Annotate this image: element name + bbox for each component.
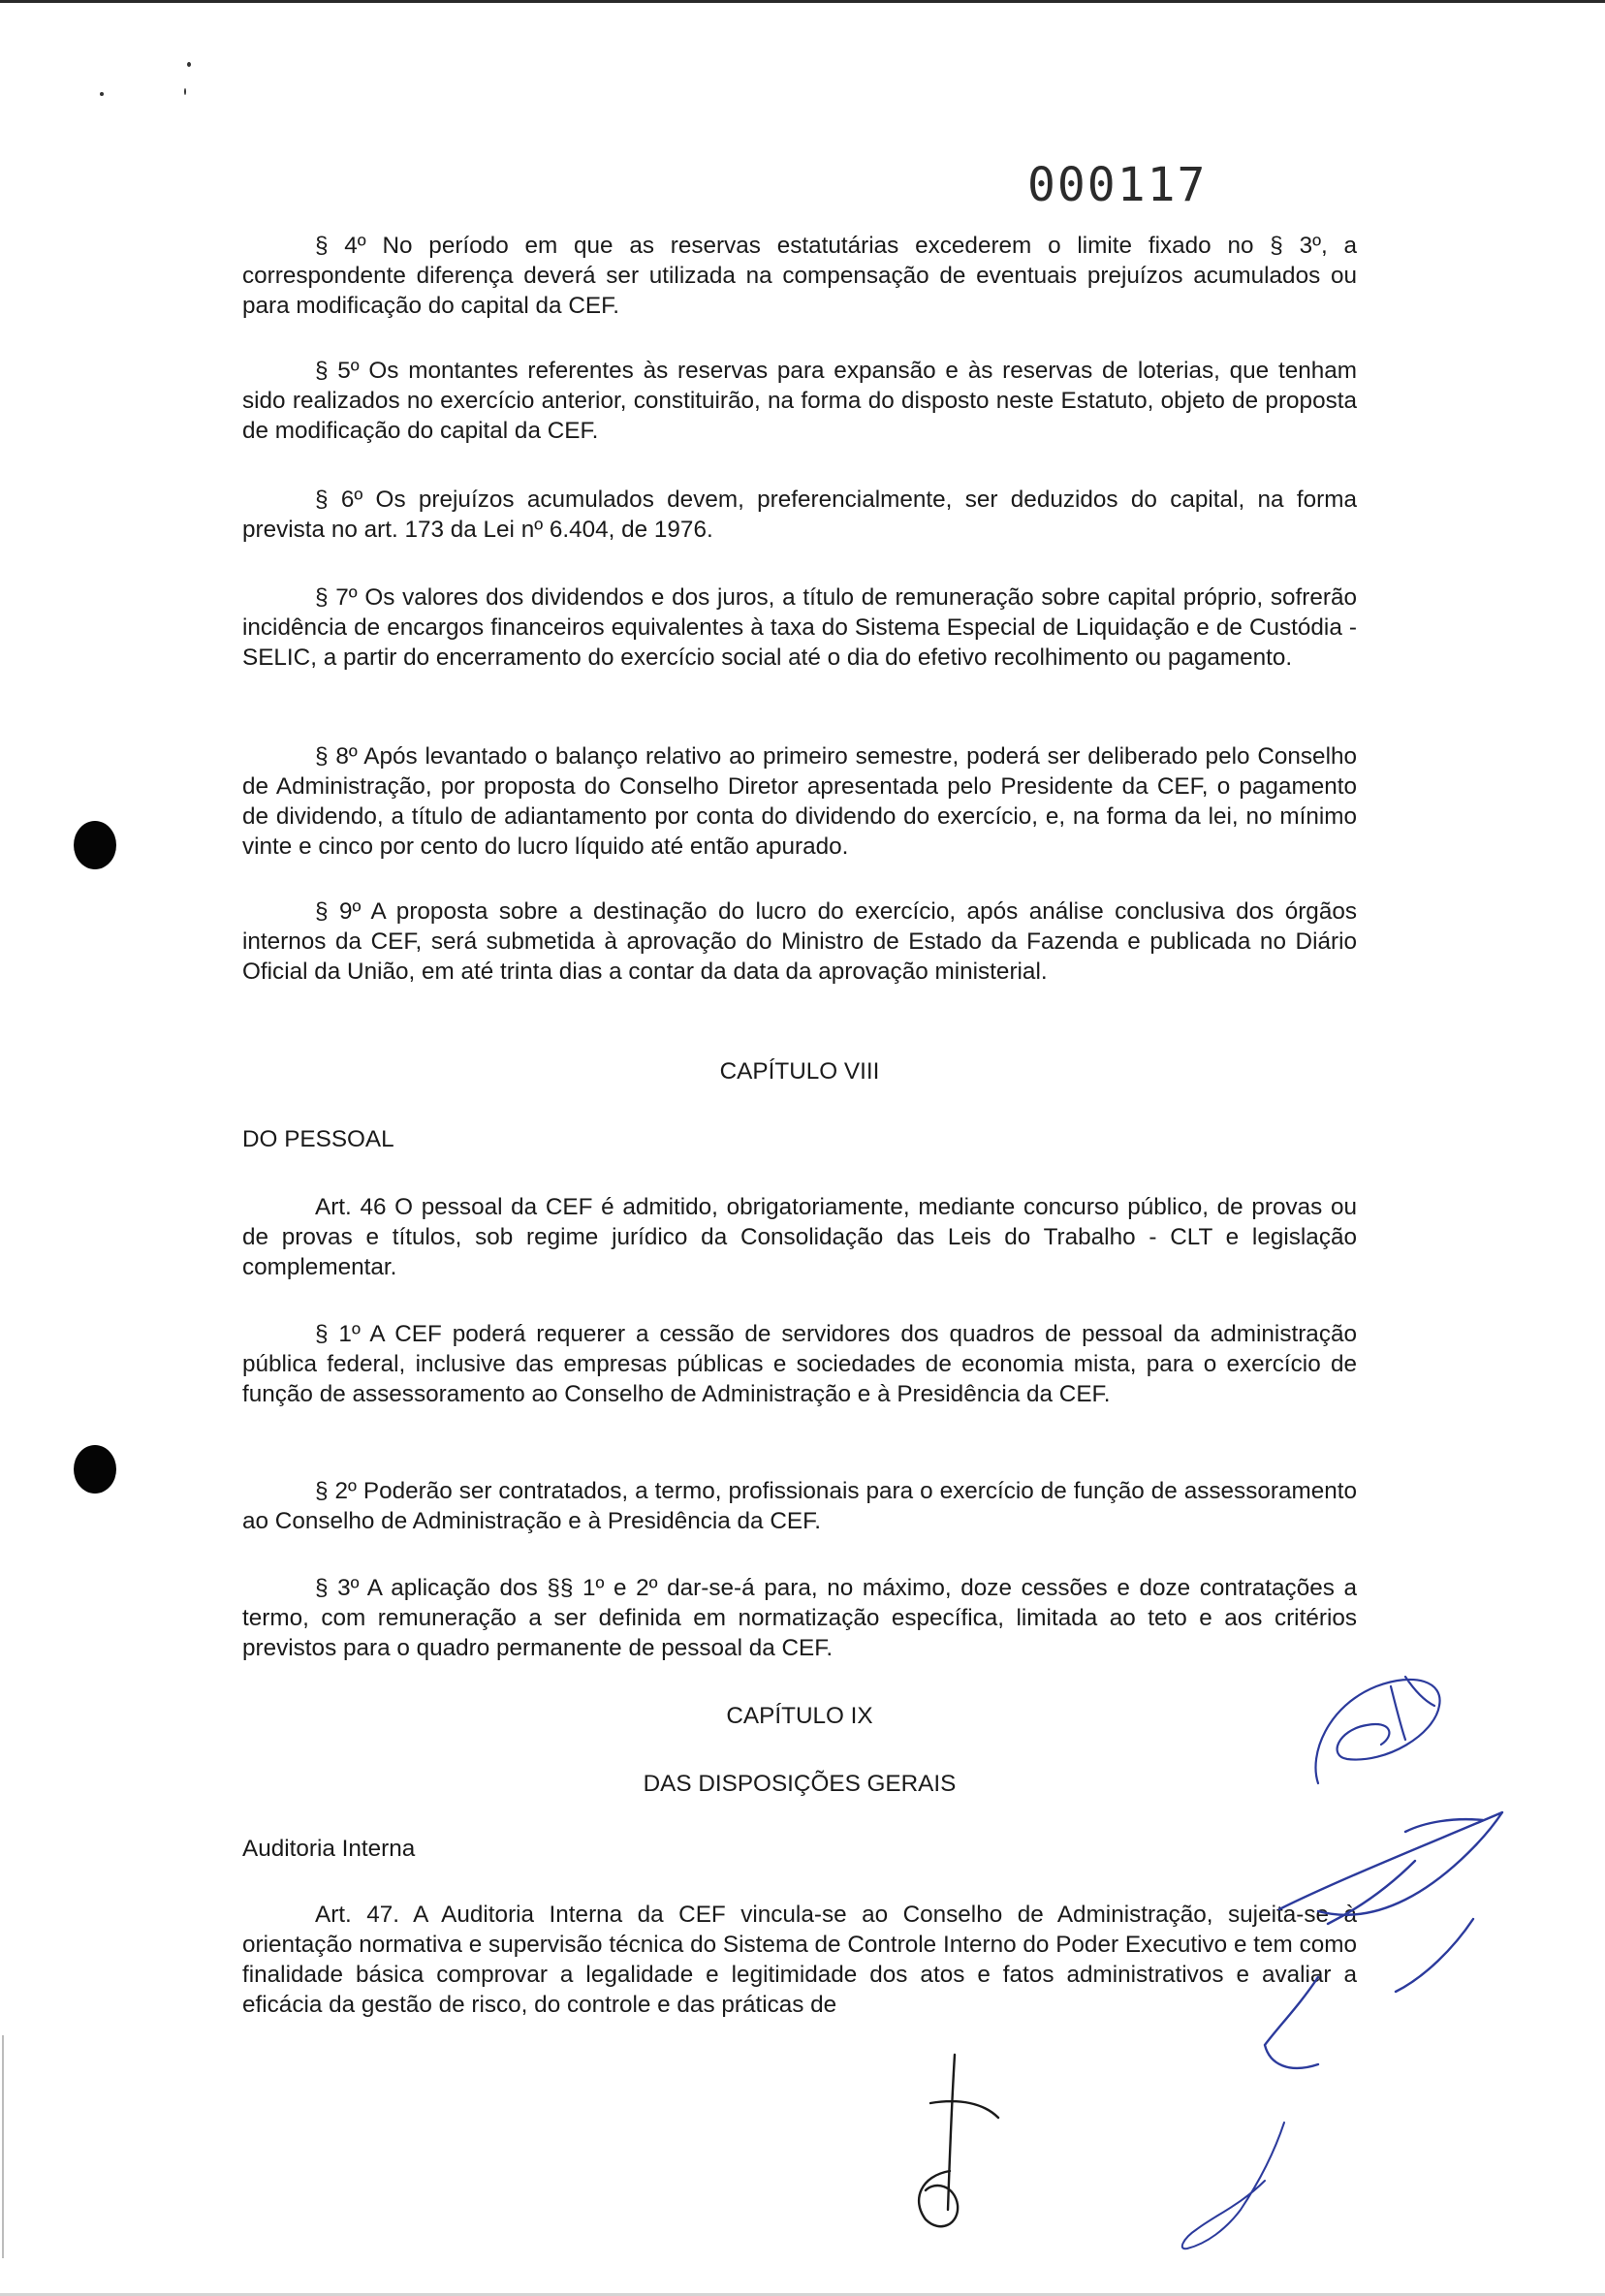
article-46-paragraph-1: § 1º A CEF poderá requerer a cessão de servidores dos quadros de pessoal da administração pública federal, inclusive das empresas públicas e sociedades de economia mista, para o exercício de função de assessoramento ao Conselho de Administração e à Presidência da CEF.	[242, 1321, 1357, 1407]
scan-left-edge	[2, 2035, 4, 2258]
chapter-8-heading: CAPÍTULO VIII	[719, 1058, 880, 1085]
scan-speck	[184, 88, 186, 95]
article-46-paragraph-3: § 3º A aplicação dos §§ 1º e 2º dar-se-á para, no máximo, doze cessões e doze contratações a termo, com remuneração a ser definida em normatização específica, limitada ao teto e aos critérios previstos para o quadro permanente de pessoal da CEF.	[242, 1575, 1357, 1661]
section-do-pessoal: DO PESSOAL	[242, 1126, 394, 1152]
section-auditoria-interna: Auditoria Interna	[242, 1836, 416, 1862]
article-46: Art. 46 O pessoal da CEF é admitido, obrigatoriamente, mediante concurso público, de provas ou de provas e títulos, sob regime jurídico da Consolidação das Leis do Trabalho - CLT e legislação complementar.	[242, 1194, 1357, 1280]
scan-speck	[100, 92, 104, 96]
paragraph-8: § 8º Após levantado o balanço relativo ao primeiro semestre, poderá ser deliberado pelo Conselho de Administração, por proposta do Conselho Diretor apresentada pelo Presidente da CEF, o pagamento de dividendo, a título de adiantamento por conta do dividendo do exercício, e, na forma da lei, no mínimo vinte e cinco por cento do lucro líquido até então apurado.	[242, 743, 1357, 860]
article-46-paragraph-2: § 2º Poderão ser contratados, a termo, profissionais para o exercício de função de assessoramento ao Conselho de Administração e à Presidência da CEF.	[242, 1478, 1357, 1534]
scan-speck	[187, 62, 191, 67]
paragraph-7: § 7º Os valores dos dividendos e dos juros, a título de remuneração sobre capital próprio, sofrerão incidência de encargos financeiros equivalentes à taxa do Sistema Especial de Liquidação e de Custódia - SELIC, a partir do encerramento do exercício social até o dia do efetivo recolhimento ou pagamento.	[242, 584, 1357, 671]
paragraph-5: § 5º Os montantes referentes às reservas para expansão e às reservas de loterias, que tenham sido realizados no exercício anterior, constituirão, na forma do disposto neste Estatuto, objeto de proposta de modificação do capital da CEF.	[242, 358, 1357, 444]
signature-initials-bottom-left	[901, 2045, 1037, 2239]
section-disposicoes-gerais: DAS DISPOSIÇÕES GERAIS	[643, 1771, 957, 1797]
signature-initials-top	[1299, 1648, 1454, 1793]
page-number-stamp: 000117	[1027, 158, 1208, 212]
signature-flourish-right	[1260, 1803, 1531, 2074]
punch-hole-bottom	[74, 1445, 116, 1494]
paragraph-6: § 6º Os prejuízos acumulados devem, preferencialmente, ser deduzidos do capital, na forma prevista no art. 173 da Lei nº 6.404, de 1976.	[242, 487, 1357, 543]
chapter-9-heading: CAPÍTULO IX	[726, 1703, 873, 1729]
paragraph-4: § 4º No período em que as reservas estatutárias excederem o limite fixado no § 3º, a correspondente diferença deverá ser utilizada na compensação de eventuais prejuízos acumulados ou para modificação do capital da CEF.	[242, 233, 1357, 319]
paragraph-9: § 9º A proposta sobre a destinação do lucro do exercício, após análise conclusiva dos órgãos internos da CEF, será submetida à aprovação do Ministro de Estado da Fazenda e publicada no Diário Oficial da União, em até trinta dias a contar da data da aprovação ministerial.	[242, 898, 1357, 985]
signature-initials-bottom-right	[1163, 2113, 1299, 2258]
article-47: Art. 47. A Auditoria Interna da CEF vincula-se ao Conselho de Administração, sujeita-se à orientação normativa e supervisão técnica do Sistema de Controle Interno do Poder Executivo e tem como finalidade básica comprovar a legalidade e legitimidade dos atos e fatos administrativos e avaliar a eficácia da gestão de risco, do controle e das práticas de	[242, 1902, 1357, 2018]
punch-hole-top	[74, 821, 116, 869]
scan-top-border	[0, 0, 1605, 3]
